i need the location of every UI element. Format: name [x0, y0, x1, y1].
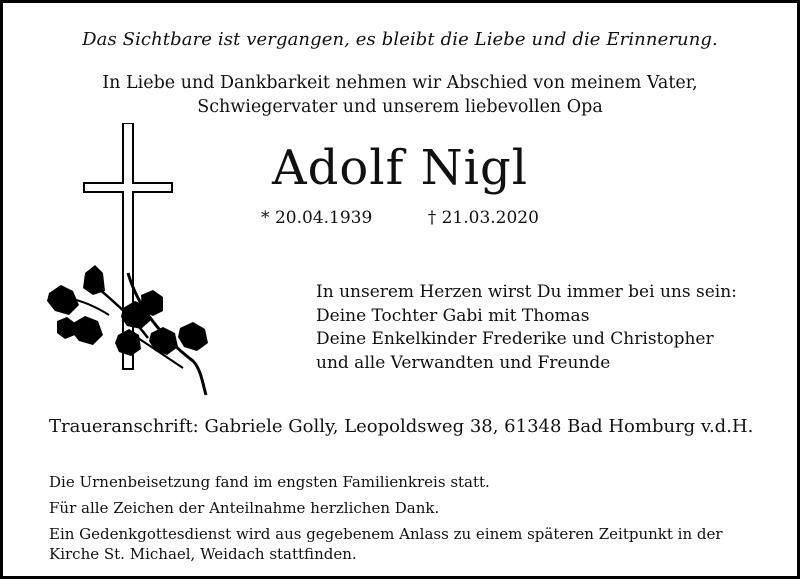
- mourning-address: Traueranschrift: Gabriele Golly, Leopoldsweg 38, 61348 Bad Homburg v.d.H.: [49, 416, 754, 437]
- note-thanks: Für alle Zeichen der Anteilnahme herzlichen Dank.: [49, 499, 440, 517]
- notes-block: [49, 472, 769, 570]
- death-date: † 21.03.2020: [427, 208, 539, 228]
- birth-date: * 20.04.1939: [261, 208, 373, 228]
- intro-text: [3, 71, 797, 119]
- mourners-line: Deine Enkelkinder Frederike und Christopher: [316, 329, 714, 349]
- deceased-name: Adolf Nigl: [271, 140, 529, 196]
- intro-line-2: Schwiegervater und unserem liebevollen Opa: [197, 97, 603, 117]
- note-memorial-service: Ein Gedenkgottesdienst wird aus gegebenem Anlass zu einem späteren Zeitpunkt in der Kirche St. Michael, Weidach stattfinden.: [49, 525, 723, 563]
- note-burial: Die Urnenbeisetzung fand im engsten Familienkreis statt.: [49, 473, 490, 491]
- intro-line-1: In Liebe und Dankbarkeit nehmen wir Abschied von meinem Vater,: [102, 73, 698, 93]
- mourners-line: In unserem Herzen wirst Du immer bei uns sein:: [316, 282, 737, 302]
- mourners-line: Deine Tochter Gabi mit Thomas: [316, 305, 590, 326]
- motto-quote: Das Sichtbare ist vergangen, es bleibt die Liebe und die Erinnerung.: [82, 29, 718, 50]
- mourners-line: und alle Verwandten und Freunde: [316, 352, 611, 373]
- mourners-block: [316, 281, 737, 375]
- cross-with-ivy-icon: [43, 123, 223, 398]
